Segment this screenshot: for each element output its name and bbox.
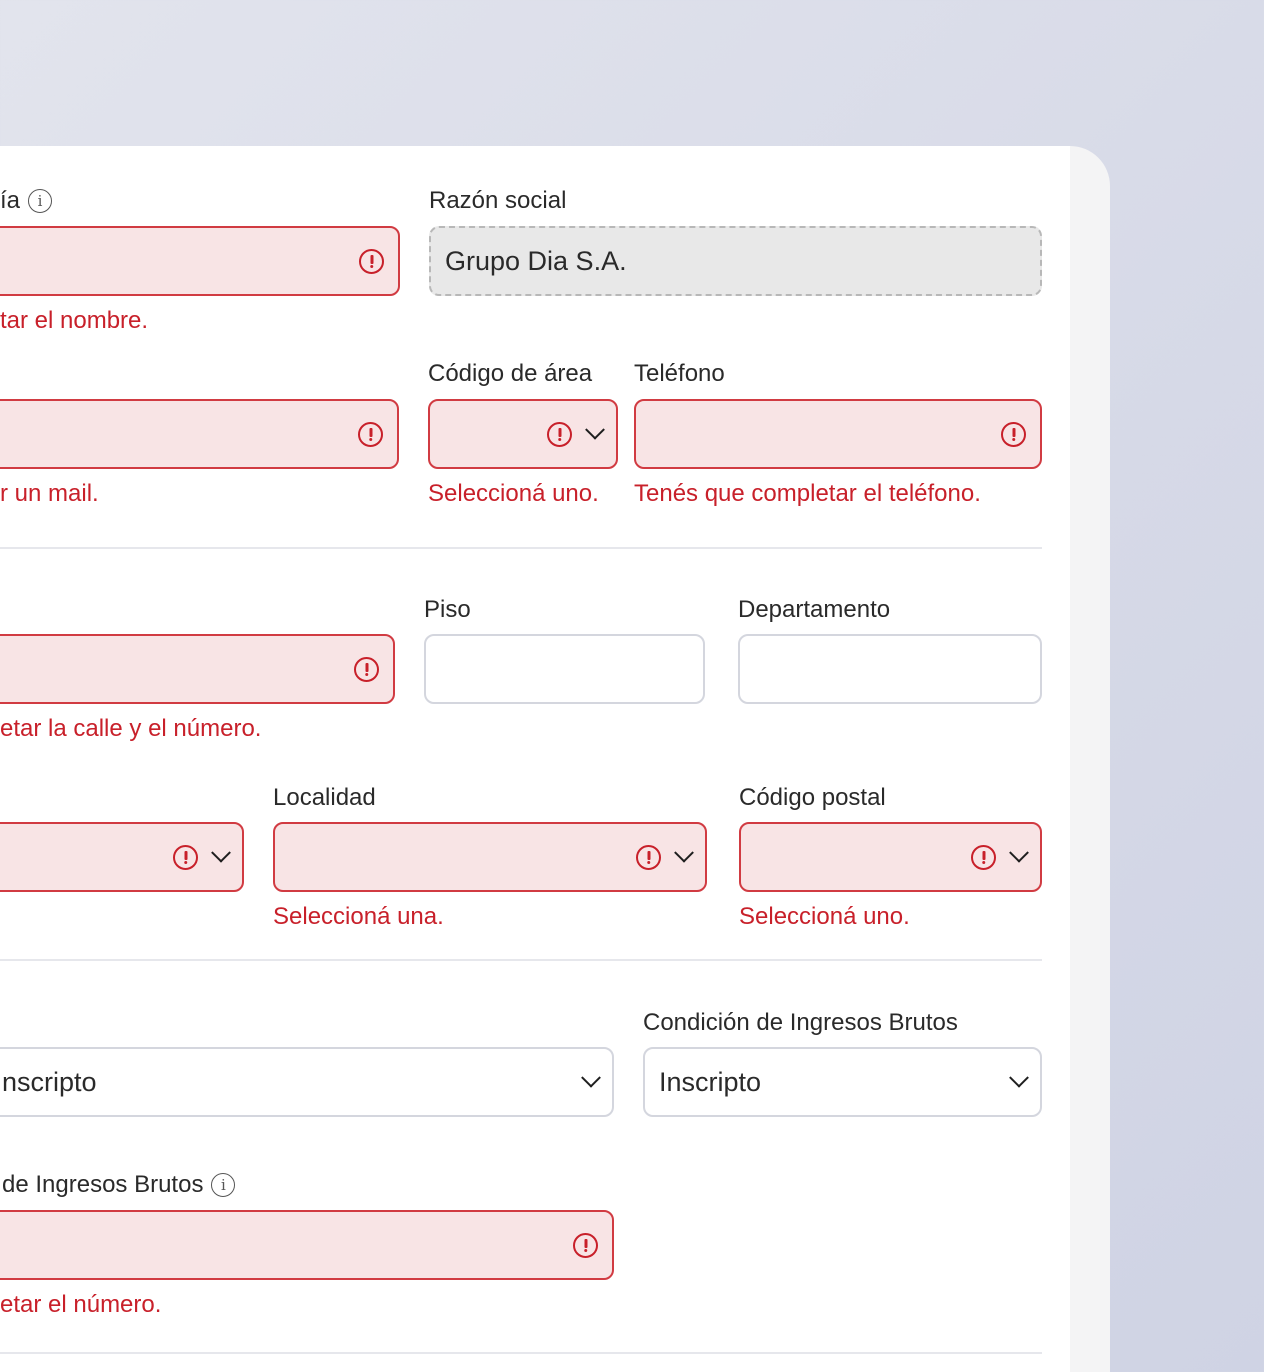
chevron-down-icon <box>585 420 605 440</box>
section-divider <box>0 959 1042 961</box>
street-input[interactable] <box>0 634 395 704</box>
alert-circle-icon <box>173 845 198 870</box>
locality-select[interactable] <box>273 822 707 892</box>
chevron-down-icon <box>581 1068 601 1088</box>
iibb-condition-label: Condición de Ingresos Brutos <box>643 1009 958 1036</box>
chevron-down-icon <box>1009 1068 1029 1088</box>
apartment-input[interactable] <box>738 634 1042 704</box>
alert-circle-icon <box>354 657 379 682</box>
info-icon[interactable]: i <box>28 189 52 213</box>
chevron-down-icon <box>1009 843 1029 863</box>
section-divider <box>0 1352 1042 1354</box>
email-error: r un mail. <box>0 480 99 507</box>
company-name-input[interactable] <box>0 226 400 296</box>
apartment-label: Departamento <box>738 596 891 623</box>
iibb-number-error: etar el número. <box>0 1291 162 1318</box>
province-select[interactable] <box>0 822 244 892</box>
razon-social-label: Razón social <box>429 187 567 214</box>
phone-error: Tenés que completar el teléfono. <box>634 480 981 507</box>
postal-code-select[interactable] <box>739 822 1042 892</box>
area-code-error: Seleccioná uno. <box>428 480 599 507</box>
alert-circle-icon <box>358 422 383 447</box>
alert-circle-icon <box>1001 422 1026 447</box>
area-code-select[interactable] <box>428 399 618 469</box>
alert-circle-icon <box>971 845 996 870</box>
alert-circle-icon <box>359 249 384 274</box>
iva-condition-select[interactable]: nscripto <box>0 1047 614 1117</box>
postal-code-label: Código postal <box>739 784 886 811</box>
iibb-number-label: de Ingresos Brutos i <box>2 1170 235 1200</box>
locality-label: Localidad <box>273 784 376 811</box>
alert-circle-icon <box>573 1233 598 1258</box>
iibb-number-input[interactable] <box>0 1210 614 1280</box>
section-divider <box>0 547 1042 549</box>
chevron-down-icon <box>211 843 231 863</box>
alert-circle-icon <box>636 845 661 870</box>
area-code-label: Código de área <box>428 360 593 387</box>
info-icon[interactable]: i <box>211 1173 235 1197</box>
locality-error: Seleccioná una. <box>273 903 444 930</box>
chevron-down-icon <box>674 843 694 863</box>
iibb-condition-select[interactable]: Inscripto <box>643 1047 1042 1117</box>
floor-label: Piso <box>424 596 471 623</box>
company-name-label: ía i <box>0 186 52 216</box>
street-error: etar la calle y el número. <box>0 715 262 742</box>
email-input[interactable] <box>0 399 399 469</box>
postal-code-error: Seleccioná uno. <box>739 903 910 930</box>
razon-social-input: Grupo Dia S.A. <box>429 226 1042 296</box>
phone-input[interactable] <box>634 399 1042 469</box>
company-name-error: tar el nombre. <box>0 307 149 334</box>
alert-circle-icon <box>547 422 572 447</box>
floor-input[interactable] <box>424 634 705 704</box>
phone-label: Teléfono <box>634 360 725 387</box>
